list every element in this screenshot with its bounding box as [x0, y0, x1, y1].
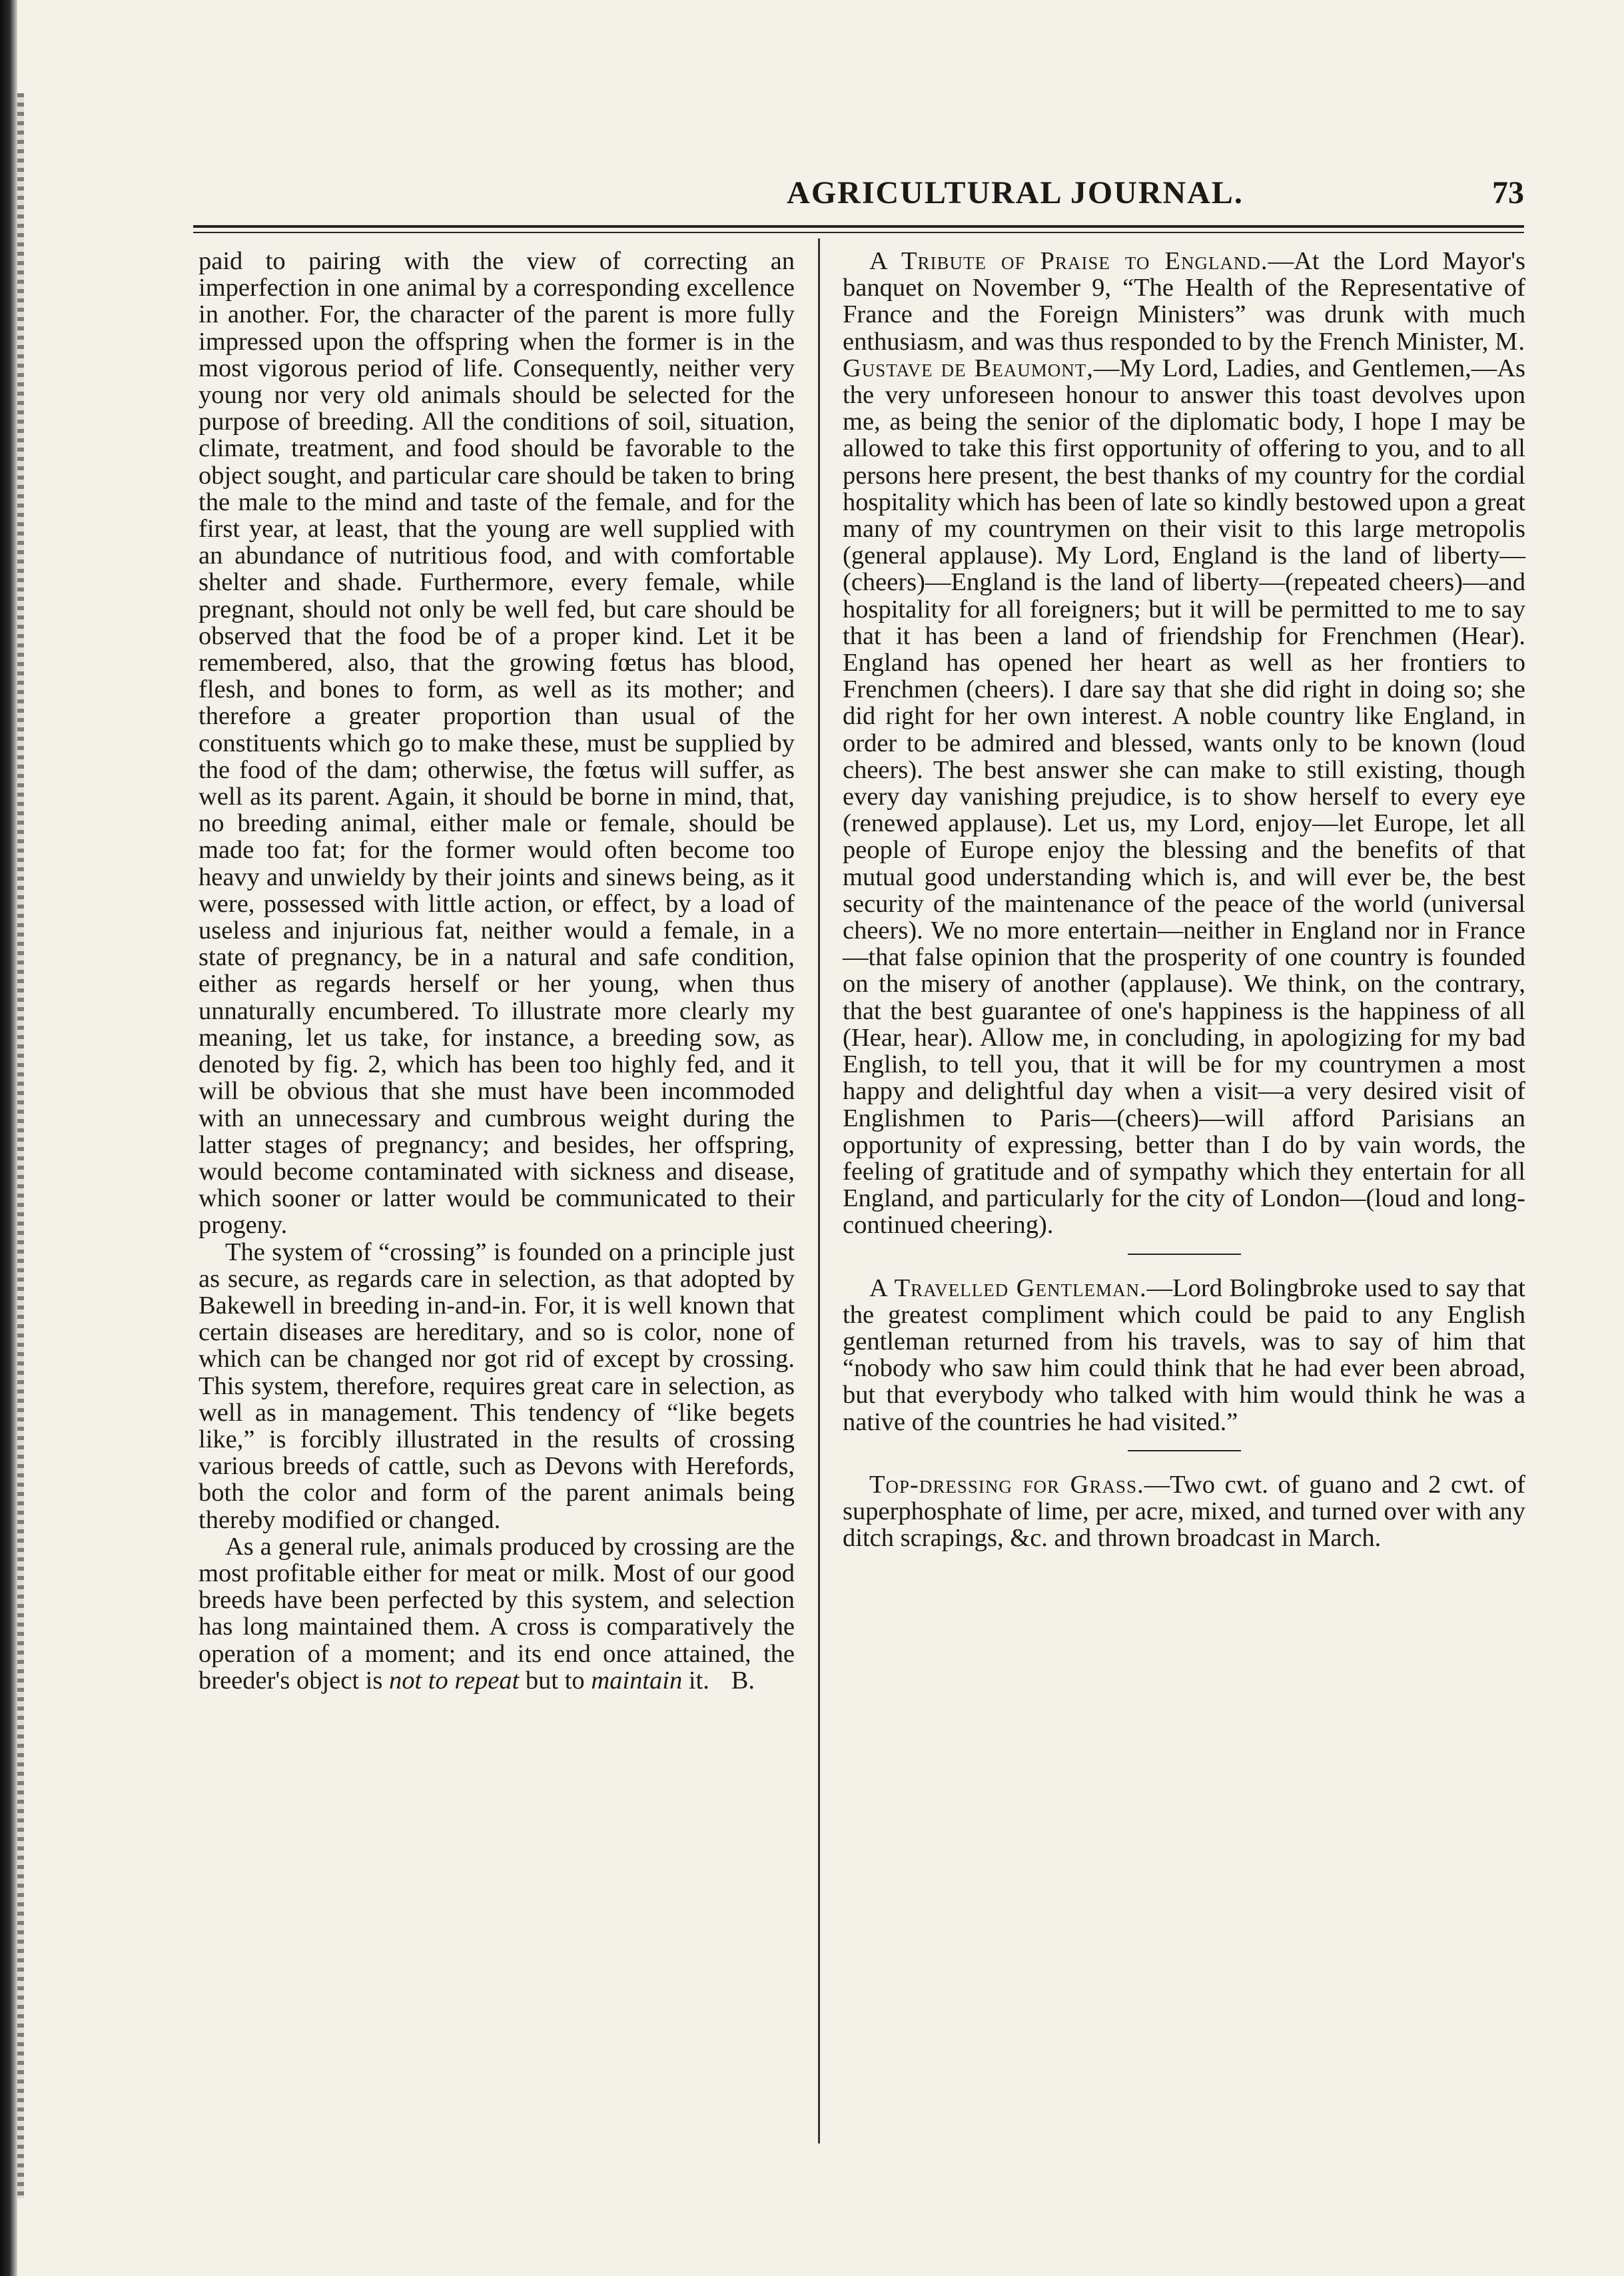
header-rule-thick: [193, 225, 1524, 228]
page-binding-edge: [0, 0, 17, 2276]
travelled-heading: A Travelled Gentleman.: [869, 1274, 1147, 1302]
travelled-article: [843, 1275, 1525, 1435]
breeding-paragraph-3: [199, 1533, 795, 1694]
article-separator: [1128, 1254, 1241, 1255]
emphasis-maintain: maintain: [591, 1666, 683, 1695]
breeding-paragraph-3-text-b: but to: [519, 1666, 592, 1695]
page-number: 73: [1492, 175, 1524, 210]
page-header: [506, 175, 1524, 214]
header-rule-thin: [193, 232, 1524, 233]
left-column: [199, 248, 795, 1694]
tribute-article: [843, 248, 1525, 1239]
breeding-paragraph-3-text-a: As a general rule, animals produced by crossing are the most profitable either for meat or milk. Most of our good breeds have been perfected by this system, and selection has long maintained them. A cross is comparatively the operation of a moment; and its end once attained, the breeder's object is: [199, 1532, 795, 1695]
topdressing-heading: Top-dressing for Grass.: [869, 1470, 1144, 1499]
tribute-heading: A Tribute of Praise to England.: [869, 247, 1268, 275]
tribute-speaker: M. Gustave de Beaumont,: [843, 327, 1525, 382]
page-binding-shadow: [17, 93, 24, 2198]
topdressing-article: [843, 1471, 1525, 1552]
travelled-text: —Lord Bolingbroke used to say that the greatest compliment which could be paid to any English gentleman returned from his travels, was to say of him that “nobody who saw him could think that he had ever been abroad, but that everybody who talked with him would think he was a native of the countries he had visited.”: [843, 1274, 1526, 1436]
tribute-intro: —At the Lord Mayor's banquet on November 9, “The Health of the Representative of France and the Foreign Ministers” was drunk with much enthusiasm, and was thus responded to by the French Minister,: [843, 247, 1525, 356]
right-column: [843, 248, 1525, 1551]
breeding-paragraph-1: paid to pairing with the view of correcting an imperfection in one animal by a corresponding excellence in another. For, the character of the parent is more fully impressed upon the offspring when the former is in the most vigorous period of life. Consequently, neither very young nor very old animals should be selected for the purpose of breeding. All the conditions of soil, situation, climate, treatment, and food should be favorable to the object sought, and particular care should be taken to bring the male to the mind and taste of the female, and for the first year, at least, that the young are well supplied with an abundance of nutritious food, and with comfortable shelter and shade. Furthermore, every female, while pregnant, should not only be well fed, but care should be observed that the food be of a proper kind. Let it be remembered, also, that the growing fœtus has blood, flesh, and bones to form, as well as its mother; and therefore a greater proportion than usual of the constituents which go to make these, must be supplied by the food of the dam; otherwise, the fœtus will suffer, as well as its parent. Again, it should be borne in mind, that, no breeding animal, either male or female, should be made too fat; for the former would often become too heavy and unwieldy by their joints and sinews being, as it were, possessed with little action, or effect, by a load of useless and injurious fat, neither would a female, in a state of pregnancy, be in a natural and safe condition, either as regards herself or her young, when thus unnaturally encumbered. To illustrate more clearly my meaning, let us take, for instance, a breeding sow, as denoted by fig. 2, which has been too highly fed, and it will be obvious that she must have been incommoded with an unnecessary and cumbrous weight during the latter stages of pregnancy; and besides, her offspring, would become contaminated with sickness and disease, which sooner or latter would be communicated to their progeny.: [199, 247, 795, 1240]
breeding-paragraph-3-text-c: it.: [682, 1666, 709, 1695]
article-separator: [1128, 1450, 1241, 1451]
tribute-speech: —My Lord, Ladies, and Gentlemen,—As the very unforeseen honour to answer this toast devolves upon me, as being the senior of the diplomatic body, I hope I may be allowed to take this first opportunity of offering to you, and to all persons here present, the best thanks of my country for the cordial hospitality which has been of late so kindly bestowed upon a great many of my countrymen on their visit to this large metropolis (general applause). My Lord, England is the land of liberty—(cheers)—England is the land of liberty—(repeated cheers)—and hospitality for all foreigners; but it will be permitted to me to say that it has been a land of friendship for Frenchmen (Hear). England has opened her heart as well as her frontiers to Frenchmen (cheers). I dare say that she did right in doing so; she did right for her own interest. A noble country like England, in order to be admired and blessed, wants only to be known (loud cheers). The best answer she can make to still existing, though every day vanishing prejudice, is to show herself to every eye (renewed applause). Let us, my Lord, enjoy—let Europe, let all people of Europe enjoy the blessing and the benefits of that mutual good understanding which is, and will ever be, the best security of the maintenance of the peace of the world (universal cheers). We no more entertain—neither in England nor in France—that false opinion that the prosperity of one country is founded on the misery of another (applause). We think, on the contrary, that the best guarantee of one's happiness is the happiness of all (Hear, hear). Allow me, in concluding, in apologizing for my bad English, to tell you, that it will be for my countrymen a most happy and delightful day when a visit—a very desired visit of Englishmen to Paris—(cheers)—will afford Parisians an opportunity of expressing, better than I do by vain words, the feeling of gratitude and of sympathy which they entertain for all England, and particularly for the city of London—(loud and long-continued cheering).: [843, 354, 1525, 1240]
column-divider: [818, 238, 820, 2143]
author-signature: B.: [731, 1666, 755, 1695]
breeding-paragraph-2: The system of “crossing” is founded on a principle just as secure, as regards care in selection, as that adopted by Bakewell in breeding in-and-in. For, it is well known that certain diseases are hereditary, and so is color, none of which can be changed nor got rid of except by crossing. This system, therefore, requires great care in selection, as well as in management. This tendency of “like begets like,” is forcibly illustrated in the results of crossing various breeds of cattle, such as Devons with Herefords, both the color and form of the parent animals being thereby modified or changed.: [199, 1238, 795, 1534]
emphasis-not-to-repeat: not to repeat: [388, 1666, 520, 1695]
topdressing-text: —Two cwt. of guano and 2 cwt. of superphosphate of lime, per acre, mixed, and turned over with any ditch scrapings, &c. and thrown broadcast in March.: [843, 1470, 1525, 1553]
running-title: AGRICULTURAL JOURNAL.: [787, 175, 1244, 210]
